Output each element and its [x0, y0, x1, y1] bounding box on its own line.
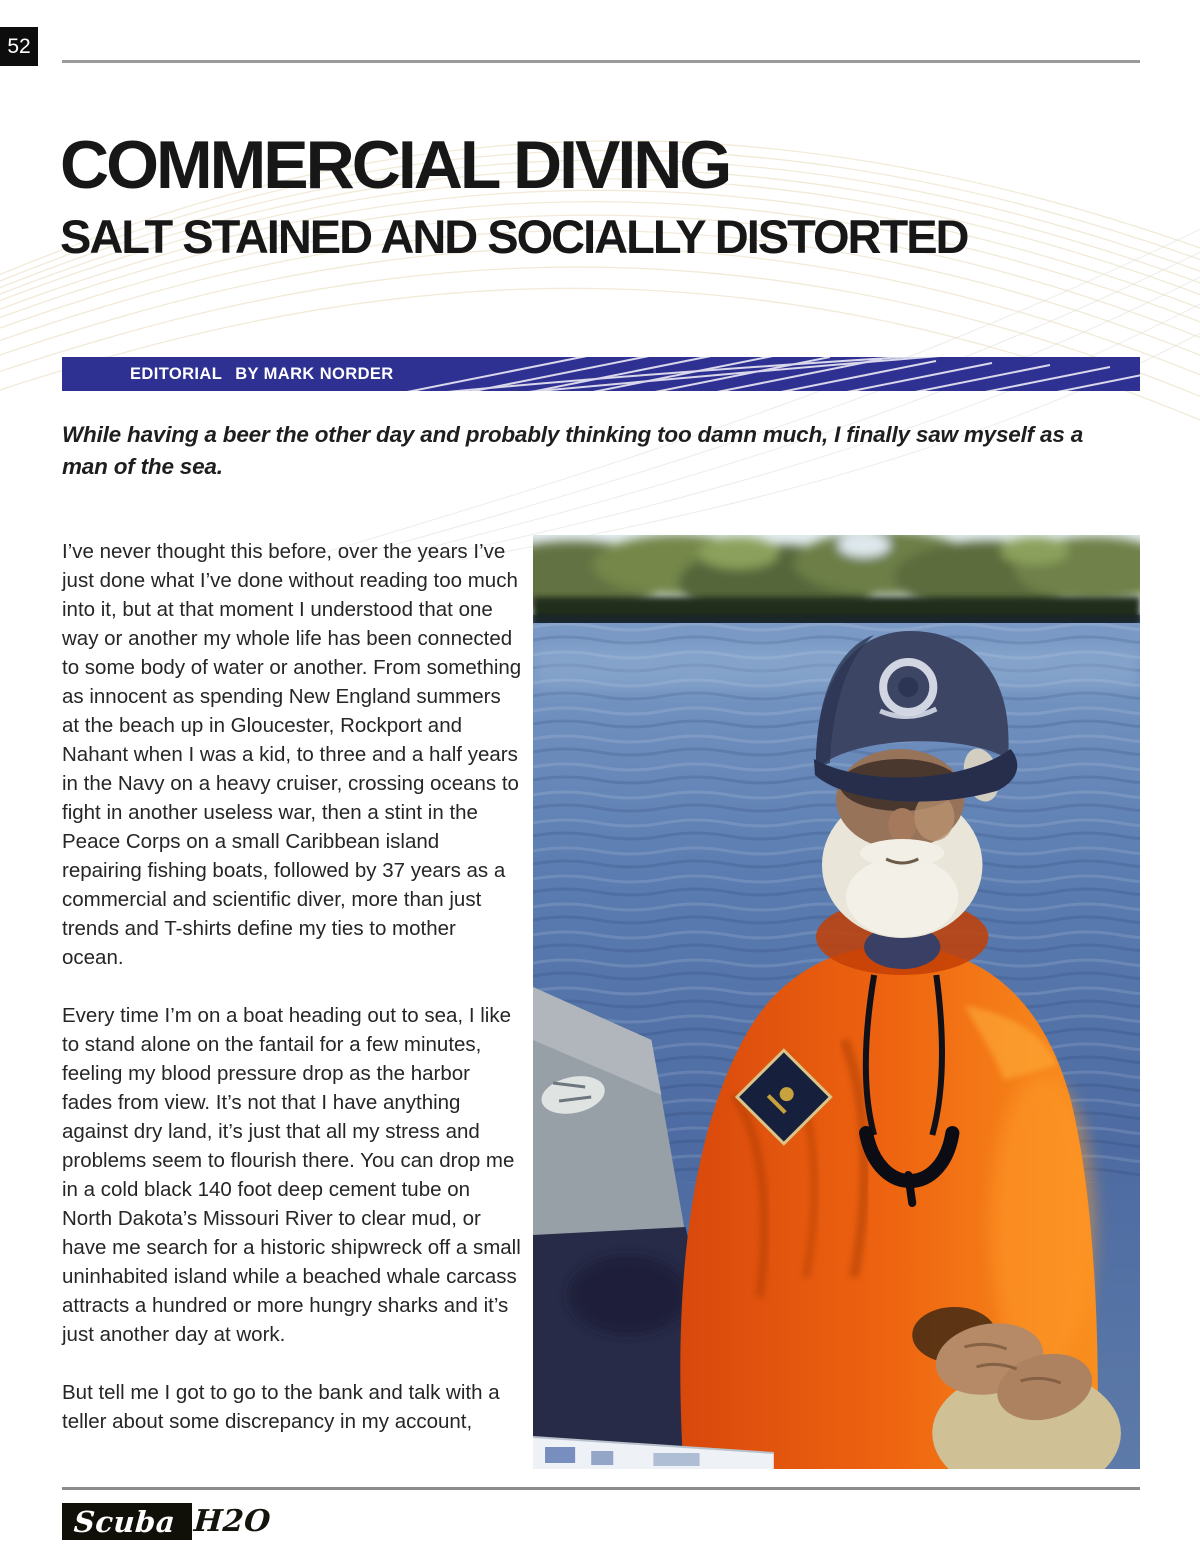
magazine-logo-scuba: Scuba	[73, 1504, 177, 1539]
editorial-banner	[62, 357, 1140, 391]
article-photo	[533, 535, 1140, 1469]
article-body	[62, 537, 522, 1465]
editorial-banner-label	[130, 357, 394, 391]
article-paragraph: But tell me I got to go to the bank and talk with a teller about some discrepancy in my account,	[62, 1381, 500, 1433]
magazine-logo	[62, 1503, 271, 1540]
magazine-logo-h2o: H2O	[192, 1504, 273, 1539]
bottom-rule	[62, 1487, 1140, 1490]
page-subtitle: SALT STAINED AND SOCIALLY DISTORTED	[60, 210, 968, 263]
banner-byline: BY MARK NORDER	[235, 365, 394, 383]
magazine-logo-box	[62, 1503, 192, 1540]
article-paragraph: I’ve never thought this before, over the years I’ve just done what I’ve done without reading too much into it, but at that moment I understood that one way or another my whole life has been connected to some body of water or another. From something as innocent as spending New England summers at the beach up in Gloucester, Rockport and Nahant when I was a kid, to three and a half years in the Navy on a heavy cruiser, crossing oceans to fight in another useless war, then a stint in the Peace Corps on a small Caribbean island repairing fishing boats, followed by 37 years as a commercial and scientific diver, more than just trends and T-shirts define my ties to mother ocean.	[62, 540, 522, 969]
banner-kicker: EDITORIAL	[130, 365, 223, 383]
page-title: COMMERCIAL DIVING	[60, 127, 730, 203]
page-number: 52	[0, 27, 38, 66]
top-rule	[62, 60, 1140, 63]
article-paragraph: Every time I’m on a boat heading out to sea, I like to stand alone on the fantail for a few minutes, feeling my blood pressure drop as the harbor fades from view. It’s not that I have anything against dry land, it’s just that all my stress and problems seem to flourish there. You can drop me in a cold black 140 foot deep cement tube on North Dakota’s Missouri River to clear mud, or have me search for a historic shipwreck off a small uninhabited island while a beached whale carcass attracts a hundred or more hungry sharks and it’s just another day at work.	[62, 1004, 521, 1346]
intro-deck: While having a beer the other day and probably thinking too damn much, I finally saw myself as a man of the sea.	[62, 422, 1084, 480]
